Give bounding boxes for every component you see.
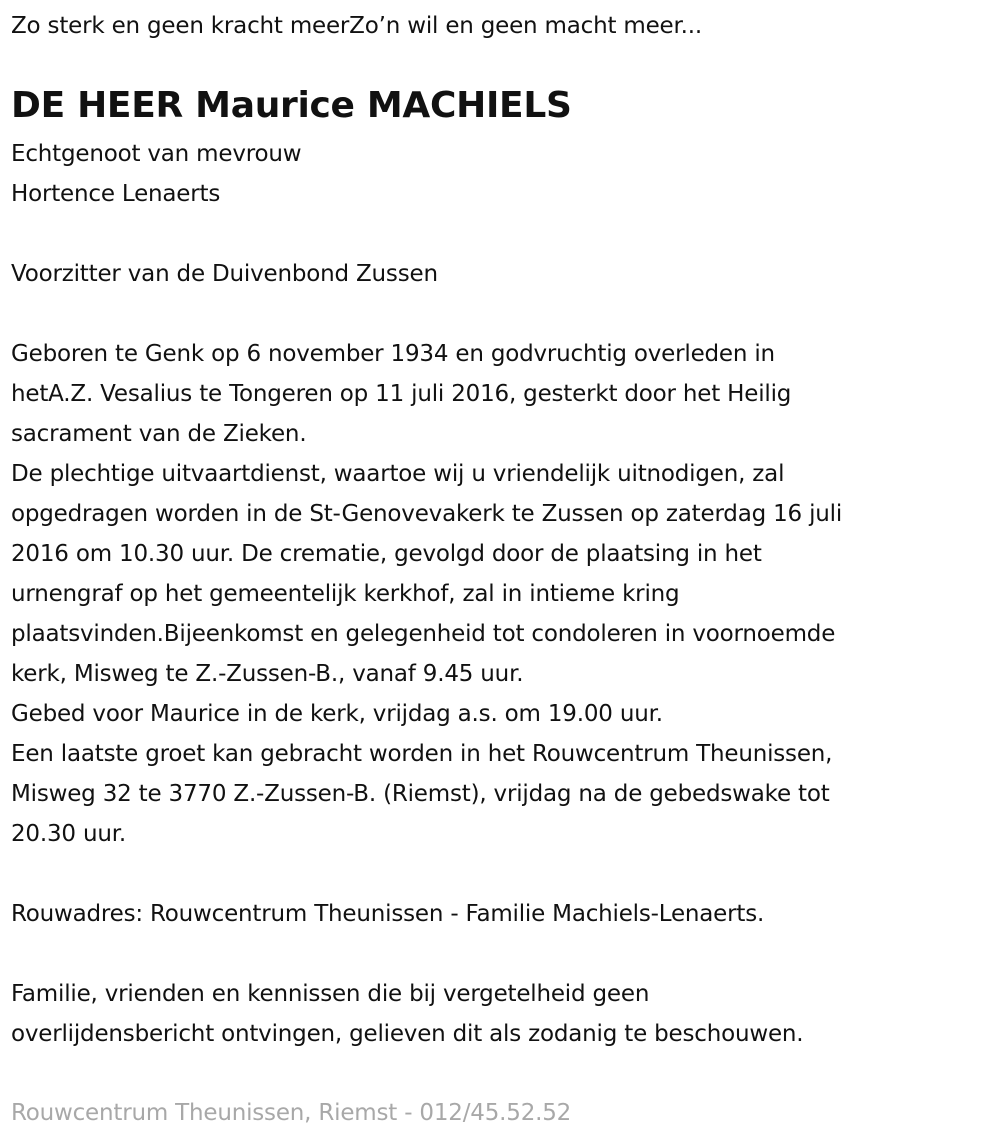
- body-line: opgedragen worden in de St-Genovevakerk te Zussen op zaterdag 16 juli: [11, 501, 843, 527]
- spouse-line-1: Echtgenoot van mevrouw: [11, 141, 302, 167]
- body-line: Geboren te Genk op 6 november 1934 en godvruchtig overleden in: [11, 341, 775, 367]
- body-section: [11, 334, 842, 854]
- notice-section: [11, 974, 803, 1054]
- body-line: 20.30 uur.: [11, 821, 126, 847]
- funeral-home-footer: Rouwcentrum Theunissen, Riemst - 012/45.52.52: [11, 1100, 572, 1126]
- body-line: Een laatste groet kan gebracht worden in het Rouwcentrum Theunissen,: [11, 741, 833, 767]
- address-section: [11, 894, 764, 934]
- role-section: [11, 254, 438, 294]
- notice-line-1: Familie, vrienden en kennissen die bij vergetelheid geen: [11, 981, 650, 1007]
- body-line: Gebed voor Maurice in de kerk, vrijdag a.s. om 19.00 uur.: [11, 701, 663, 727]
- body-line: plaatsvinden.Bijeenkomst en gelegenheid tot condoleren in voornoemde: [11, 621, 836, 647]
- body-line: sacrament van de Zieken.: [11, 421, 307, 447]
- body-line: Misweg 32 te 3770 Z.-Zussen-B. (Riemst), vrijdag na de gebedswake tot: [11, 781, 830, 807]
- body-line: 2016 om 10.30 uur. De crematie, gevolgd door de plaatsing in het: [11, 541, 762, 567]
- intro-verse: Zo sterk en geen kracht meerZo’n wil en geen macht meer...: [11, 13, 702, 39]
- deceased-name: DE HEER Maurice MACHIELS: [11, 85, 572, 126]
- spouse-section: [11, 134, 301, 214]
- body-line: urnengraf op het gemeentelijk kerkhof, zal in intieme kring: [11, 581, 680, 607]
- mourning-address: Rouwadres: Rouwcentrum Theunissen - Familie Machiels-Lenaerts.: [11, 901, 765, 927]
- role-line: Voorzitter van de Duivenbond Zussen: [11, 261, 438, 287]
- spouse-line-2: Hortence Lenaerts: [11, 181, 221, 207]
- body-line: De plechtige uitvaartdienst, waartoe wij u vriendelijk uitnodigen, zal: [11, 461, 785, 487]
- notice-line-2: overlijdensbericht ontvingen, gelieven dit als zodanig te beschouwen.: [11, 1021, 804, 1047]
- body-line: hetA.Z. Vesalius te Tongeren op 11 juli 2016, gesterkt door het Heilig: [11, 381, 792, 407]
- body-line: kerk, Misweg te Z.-Zussen-B., vanaf 9.45 uur.: [11, 661, 524, 687]
